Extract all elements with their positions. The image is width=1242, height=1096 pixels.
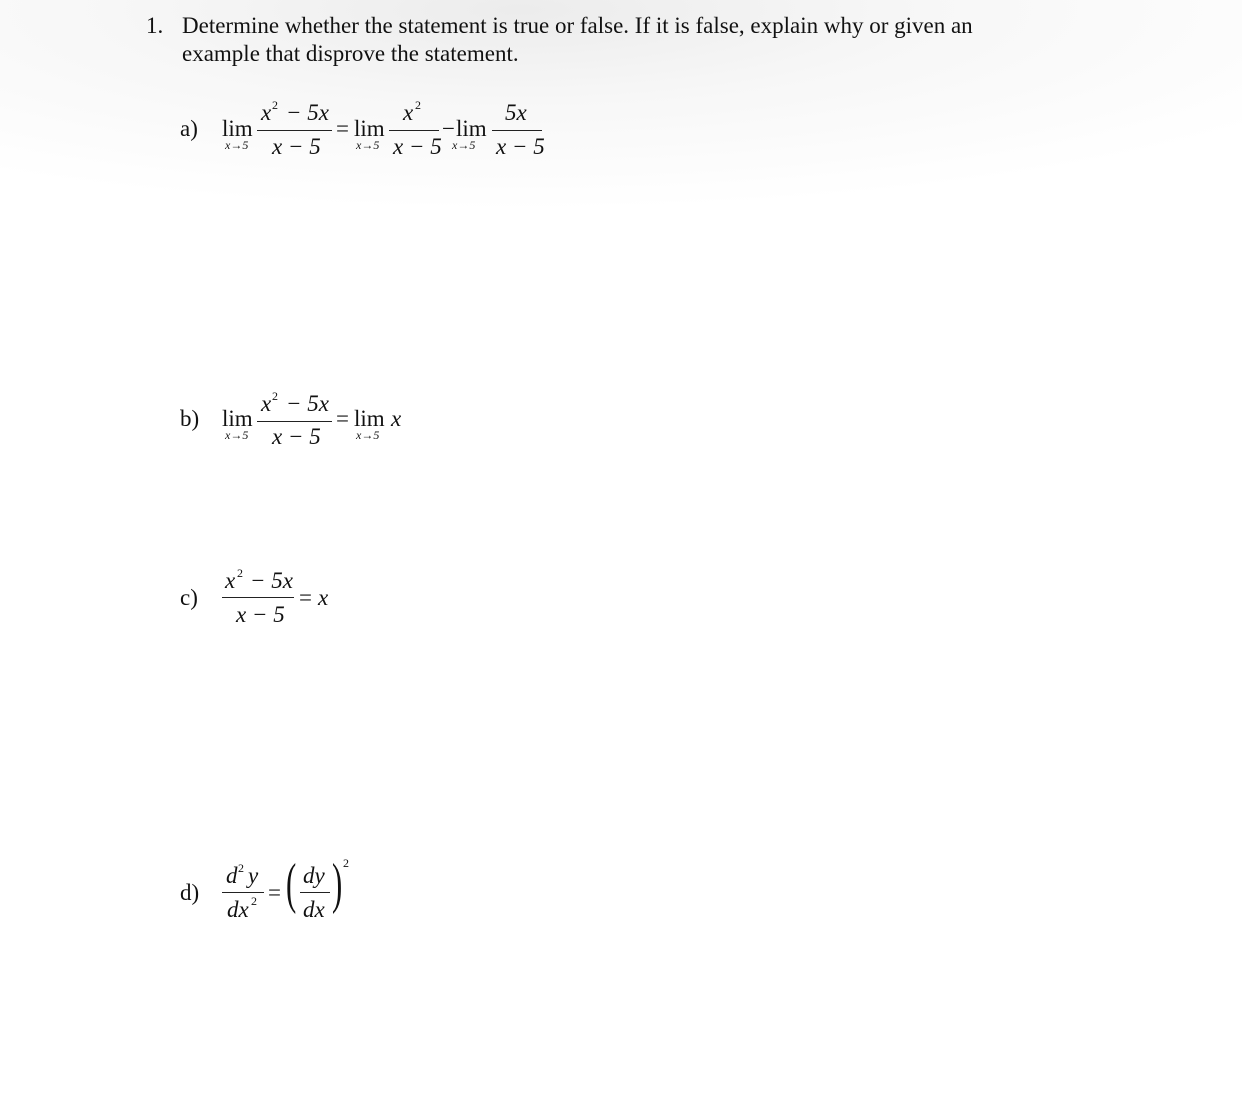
fraction-bar xyxy=(300,892,330,893)
part-a-label: a) xyxy=(180,116,198,141)
denominator: x − 5 xyxy=(496,134,545,159)
part-d-label: d) xyxy=(180,880,200,905)
close-parenthesis: ) xyxy=(332,853,343,915)
numerator-x: x xyxy=(225,568,236,593)
question-prompt-line-1: Determine whether the statement is true or false. If it is false, explain why or given an xyxy=(182,13,973,38)
part-c-label: c) xyxy=(180,585,198,610)
denominator: x − 5 xyxy=(272,134,321,159)
numerator-dy: dy xyxy=(303,863,325,888)
denominator: x − 5 xyxy=(236,602,285,627)
equals-sign: = xyxy=(299,585,312,610)
open-parenthesis: ( xyxy=(286,853,297,915)
lim-subscript: x→5 xyxy=(452,138,476,152)
lim-subscript: x→5 xyxy=(225,138,249,152)
lim-text: lim xyxy=(222,406,253,431)
variable-x: x xyxy=(391,406,402,431)
numerator-minus-5x: − 5x xyxy=(286,391,329,416)
lim-text: lim xyxy=(354,116,385,141)
question-number: 1. xyxy=(146,13,164,38)
variable-x: x xyxy=(318,585,329,610)
lim-subscript: x→5 xyxy=(356,428,380,442)
fraction-bar xyxy=(257,130,332,131)
exponent-2: 2 xyxy=(272,98,278,112)
exponent-2: 2 xyxy=(343,856,349,870)
lim-text: lim xyxy=(354,406,385,431)
minus-sign: − xyxy=(442,116,455,141)
numerator-y: y xyxy=(248,863,259,888)
exponent-2: 2 xyxy=(238,861,244,875)
equals-sign: = xyxy=(336,406,349,431)
lim-subscript: x→5 xyxy=(356,138,380,152)
exponent-2: 2 xyxy=(237,566,243,580)
denominator: x − 5 xyxy=(393,134,442,159)
denominator-dx: dx xyxy=(227,897,249,922)
numerator-minus-5x: − 5x xyxy=(286,100,329,125)
exponent-2: 2 xyxy=(415,98,421,112)
equals-sign: = xyxy=(268,880,281,905)
numerator-5x: 5x xyxy=(505,100,527,125)
lim-text: lim xyxy=(222,116,253,141)
exponent-2: 2 xyxy=(272,389,278,403)
fraction-bar xyxy=(257,421,332,422)
part-b-label: b) xyxy=(180,406,200,431)
numerator-d: d xyxy=(226,863,238,888)
equals-sign: = xyxy=(336,116,349,141)
fraction-bar xyxy=(492,130,542,131)
denominator-dx: dx xyxy=(303,897,325,922)
lim-subscript: x→5 xyxy=(225,428,249,442)
numerator-x: x xyxy=(261,100,272,125)
fraction-bar xyxy=(222,597,294,598)
numerator-minus-5x: − 5x xyxy=(250,568,293,593)
lim-text: lim xyxy=(456,116,487,141)
numerator-x: x xyxy=(403,100,414,125)
numerator-x: x xyxy=(261,391,272,416)
exponent-2: 2 xyxy=(251,894,257,908)
question-prompt-line-2: example that disprove the statement. xyxy=(182,41,519,66)
denominator: x − 5 xyxy=(272,424,321,449)
fraction-bar xyxy=(389,130,439,131)
fraction-bar xyxy=(222,892,264,893)
